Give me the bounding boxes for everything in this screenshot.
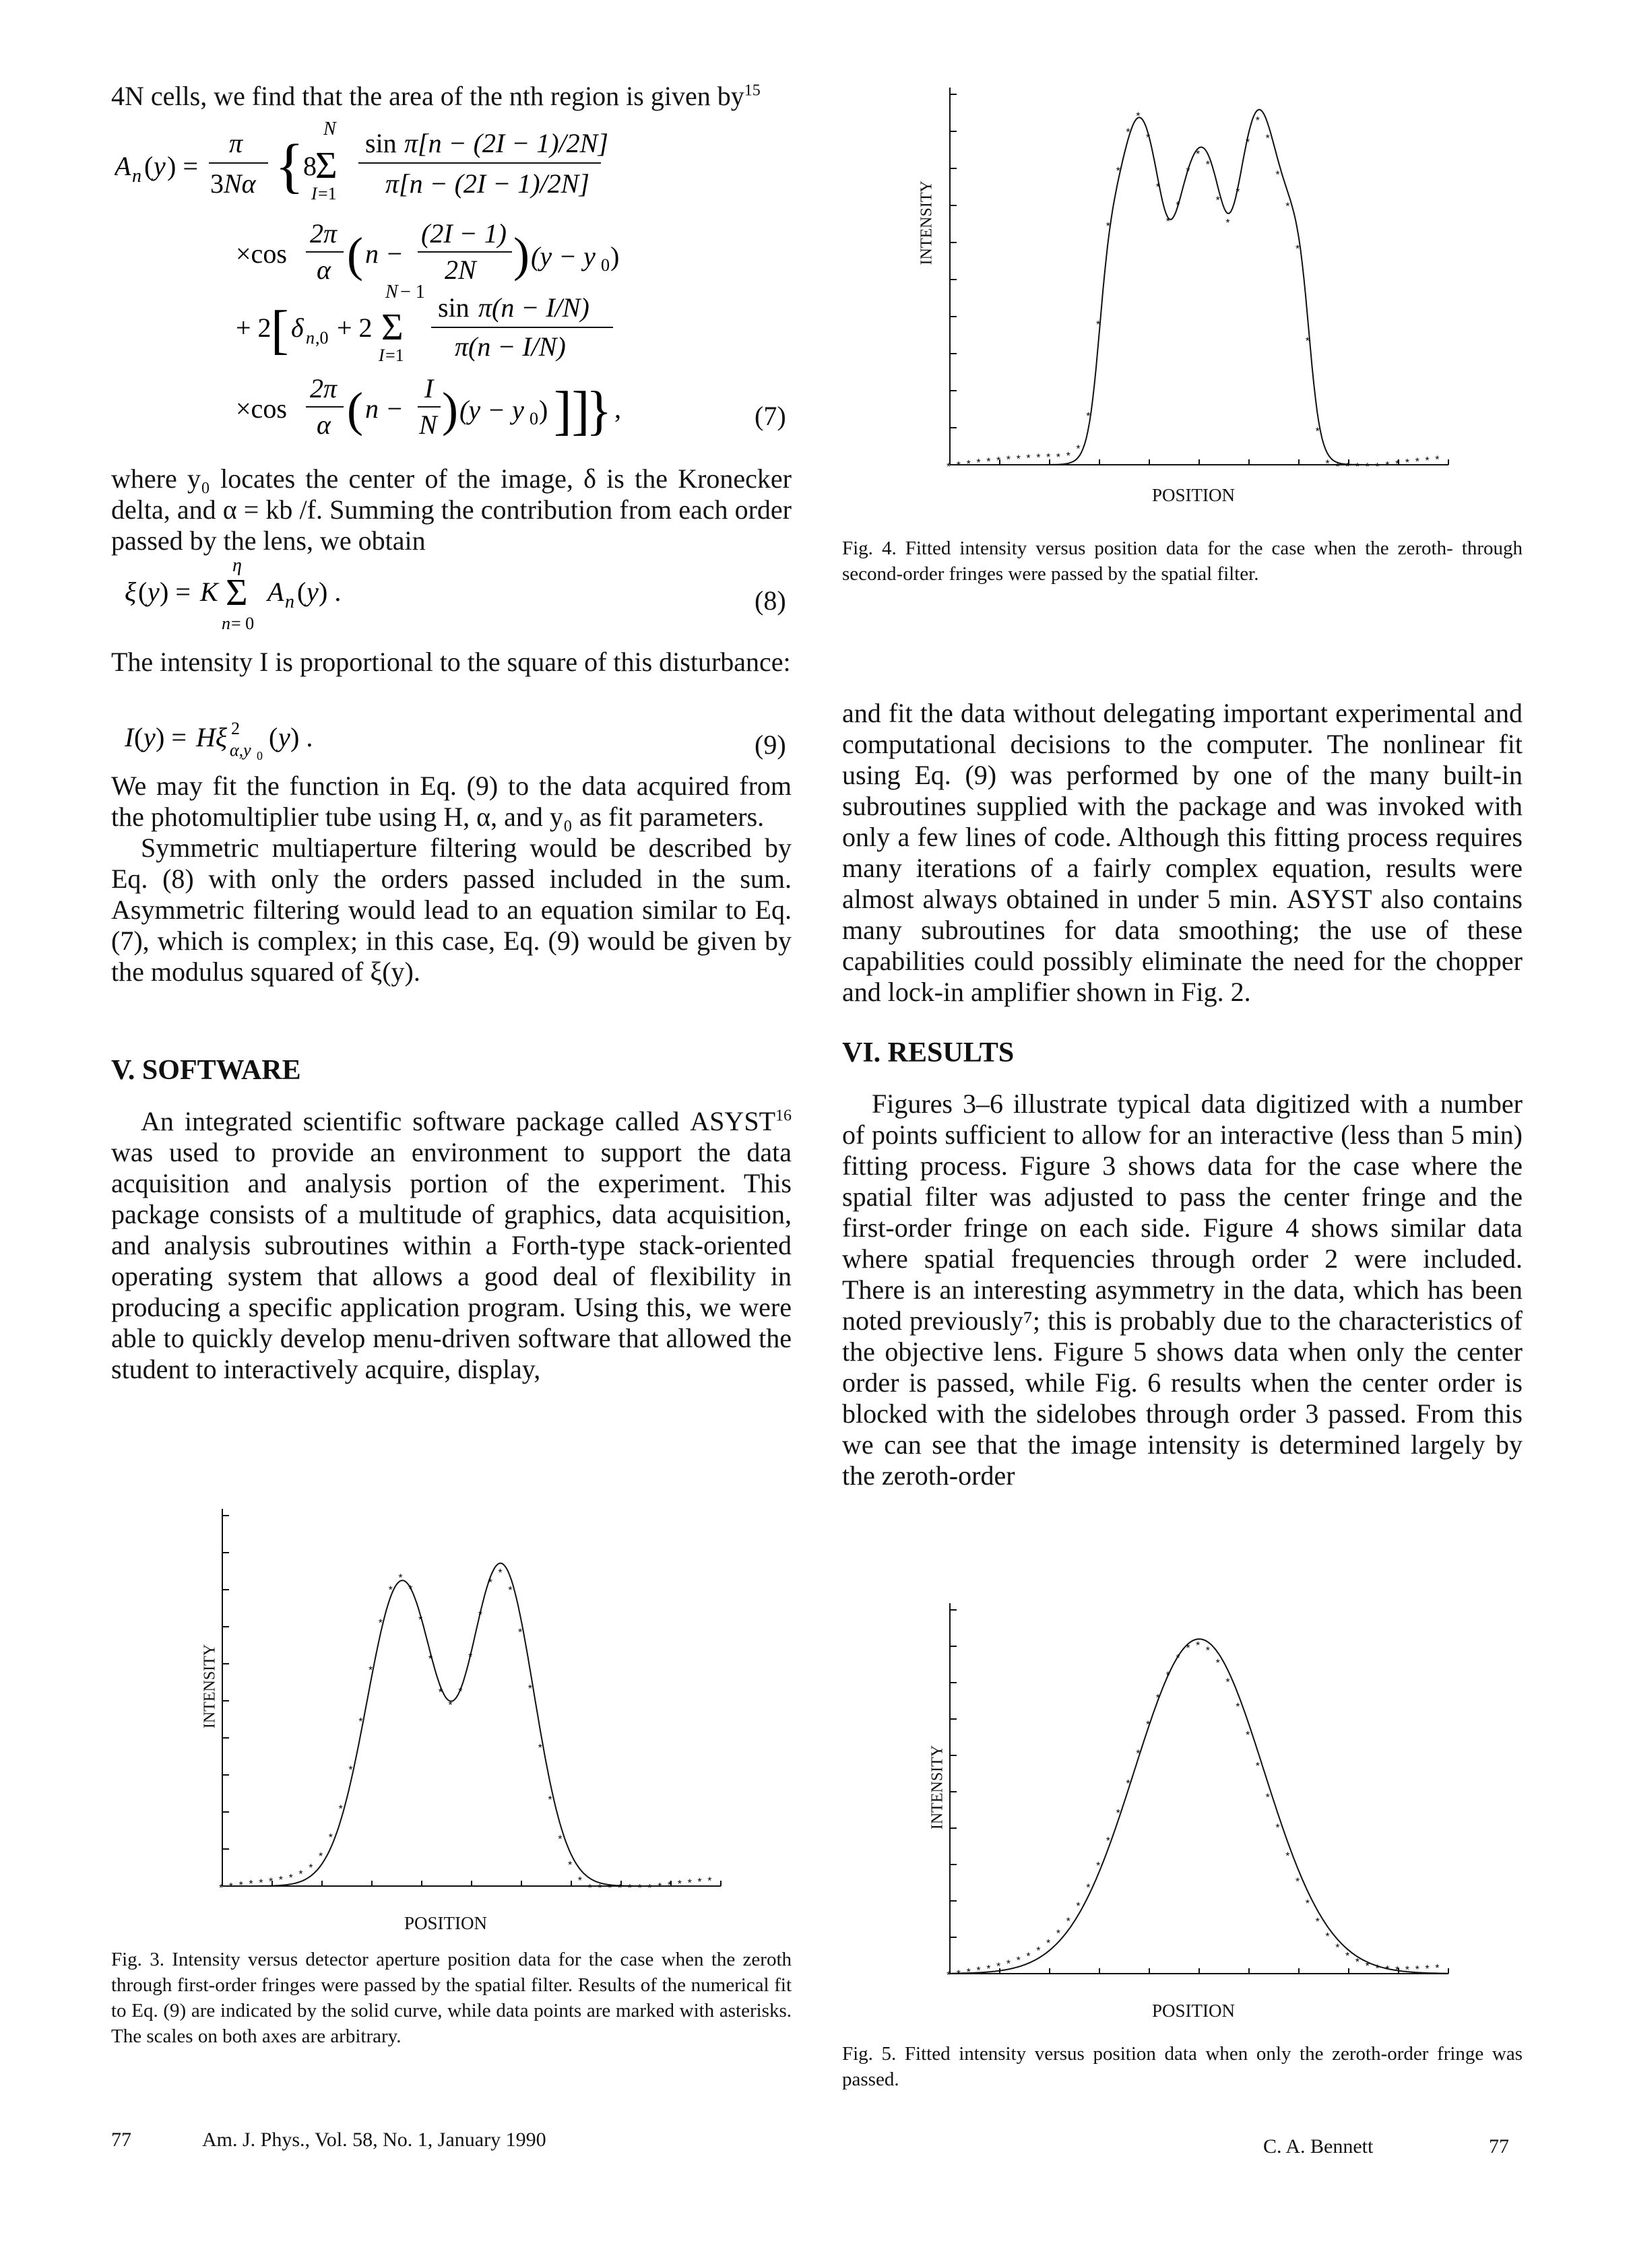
svg-text:I: I — [379, 346, 385, 365]
svg-text:I: I — [125, 722, 134, 752]
data-point: * — [996, 1961, 1001, 1973]
svg-text:y: y — [143, 722, 156, 752]
data-point: * — [1296, 1876, 1300, 1888]
svg-text:×cos: ×cos — [236, 393, 287, 424]
svg-text:π[n − (2I − 1)/2N]: π[n − (2I − 1)/2N] — [385, 168, 589, 199]
data-point: * — [1405, 457, 1410, 469]
data-point: * — [238, 1880, 243, 1892]
svg-text:− 1: − 1 — [400, 282, 425, 302]
data-point: * — [986, 456, 991, 468]
data-point: * — [1016, 453, 1021, 465]
data-point: * — [1365, 461, 1370, 473]
svg-text:Σ: Σ — [226, 572, 248, 614]
data-point: * — [488, 1577, 492, 1589]
svg-text:ξ: ξ — [125, 577, 137, 607]
data-point: * — [1415, 456, 1419, 468]
data-point: * — [956, 459, 961, 472]
data-point: * — [1215, 1657, 1220, 1669]
svg-text:2π: 2π — [310, 218, 338, 249]
data-point: * — [1006, 1958, 1011, 1970]
data-point: * — [1246, 137, 1250, 149]
data-point: * — [1146, 132, 1151, 144]
svg-text:I: I — [311, 184, 317, 203]
data-point: * — [1425, 455, 1430, 467]
data-point: * — [1016, 1955, 1021, 1967]
data-point: * — [1176, 1653, 1180, 1665]
data-point: * — [587, 1883, 592, 1894]
software-section — [111, 1055, 792, 1385]
svg-text:}: } — [586, 381, 612, 441]
svg-text:η: η — [232, 559, 242, 576]
data-point: * — [378, 1617, 383, 1629]
data-point: * — [1275, 169, 1280, 181]
data-point: * — [1165, 216, 1170, 228]
data-point: * — [219, 1882, 224, 1894]
svg-text:π[n − (2I − 1)/2N]: π[n − (2I − 1)/2N] — [404, 128, 608, 158]
svg-text:π(n − I/N): π(n − I/N) — [478, 292, 589, 323]
after-eq7-text: where y₀ locates the center of the image, δ is the Kronecker delta, and α = kb /f. Summing the contribution from each order passed by the lens, we obtain — [111, 463, 792, 556]
figure-3 — [168, 1509, 734, 1933]
data-point: * — [1325, 1931, 1330, 1943]
data-point: * — [1056, 451, 1061, 463]
data-point: * — [647, 1883, 652, 1894]
data-point: * — [1345, 461, 1350, 473]
data-point: * — [1325, 458, 1330, 470]
svg-text:(: ( — [144, 151, 154, 181]
svg-text:2: 2 — [231, 719, 240, 738]
data-point: * — [1036, 1945, 1041, 1957]
fit-curve — [222, 1563, 721, 1886]
fig3-caption: Fig. 3. Intensity versus detector aperture position data for the case when the zeroth through first-order fringes were passed by the spatial filter. Results of the numerical fit to Eq. (9) are indicated by the solid curve, while data points are marked with asterisks. The scales on both axes are arbitrary. — [111, 1949, 792, 2047]
data-point: * — [1285, 201, 1290, 213]
data-point: * — [1305, 335, 1310, 348]
data-point: * — [1236, 1701, 1240, 1713]
data-point: * — [986, 1963, 991, 1975]
svg-text:α,y: α,y — [230, 740, 251, 760]
svg-text:0: 0 — [601, 255, 610, 275]
svg-text:n: n — [285, 591, 294, 612]
results-para: Figures 3–6 illustrate typical data digitized with a number of points sufficient to allow for an interactive (less than 5 min) fitting process. Figure 3 shows data for the case where the spatial filter was adjusted to pass the center fringe and the first-order fringe on each side. Figure 4 shows similar data where spatial frequencies through order 2 were included. There is an interesting asymmetry in the data, which has been noted previously⁷; this is probably due to the characteristics of the objective lens. Figure 5 shows data when only the center order is passed, while Fig. 6 results when the center order is blocked with the sidelobes through order 3 passed. From this we can see that the image intensity is determined largely by the zeroth-order — [842, 1089, 1523, 1491]
svg-text:=1: =1 — [318, 184, 337, 203]
data-point: * — [1186, 1642, 1190, 1654]
data-point: * — [338, 1803, 343, 1815]
data-point: * — [1275, 1822, 1280, 1834]
svg-text:2π: 2π — [310, 373, 338, 403]
data-point: * — [1046, 452, 1051, 464]
svg-text:A: A — [115, 151, 131, 181]
data-point: * — [1375, 1963, 1380, 1975]
data-point: * — [1215, 195, 1220, 207]
svg-text:K: K — [200, 577, 218, 607]
fig4-xlabel: POSITION — [1152, 485, 1236, 505]
author-name: C. A. Bennett — [1263, 2135, 1374, 2158]
svg-text:N: N — [419, 410, 437, 440]
data-point: * — [1265, 1792, 1270, 1804]
data-point: * — [1225, 1677, 1230, 1689]
svg-text:]]: ]] — [554, 381, 590, 441]
svg-text:{: { — [275, 133, 305, 199]
data-point: * — [468, 1651, 473, 1663]
data-point: * — [1296, 243, 1300, 255]
data-point: * — [966, 459, 971, 471]
data-point: * — [687, 1877, 692, 1889]
data-point: * — [1205, 159, 1211, 171]
svg-text:,0: ,0 — [315, 328, 329, 348]
data-point: * — [328, 1832, 333, 1844]
data-point: * — [1136, 110, 1141, 123]
data-point: * — [1345, 1951, 1350, 1963]
svg-text:(: ( — [297, 577, 307, 607]
data-point: * — [369, 1664, 373, 1677]
data-point: * — [707, 1875, 712, 1887]
data-point: * — [976, 457, 981, 469]
svg-text:y: y — [154, 151, 166, 181]
data-point: * — [1375, 461, 1380, 473]
data-point: * — [1315, 1916, 1320, 1929]
data-point: * — [1385, 460, 1390, 472]
data-point: * — [598, 1883, 602, 1894]
data-point: * — [627, 1883, 633, 1894]
data-point: * — [527, 1683, 533, 1695]
data-point: * — [1146, 1719, 1151, 1731]
data-point: * — [538, 1742, 542, 1754]
software-heading: V. SOFTWARE — [111, 1055, 301, 1086]
asyst-name: ASYST — [690, 1106, 775, 1136]
fit-curve — [950, 110, 1448, 468]
data-point: * — [319, 1851, 323, 1863]
svg-text:Nα: Nα — [224, 168, 256, 199]
data-point: * — [1265, 133, 1270, 145]
eq7-number: (7) — [755, 401, 786, 431]
svg-text:Σ: Σ — [381, 306, 404, 348]
svg-text:+ 2: + 2 — [337, 313, 373, 343]
data-point: * — [996, 455, 1001, 467]
data-point: * — [448, 1699, 453, 1712]
data-point: * — [1076, 443, 1081, 455]
svg-text:π(n − I/N): π(n − I/N) — [455, 331, 566, 362]
svg-text:n −: n − — [365, 393, 404, 424]
eq8-number: (8) — [755, 585, 786, 616]
data-point: * — [358, 1716, 363, 1728]
svg-text:): ) — [442, 383, 458, 436]
svg-text:) =: ) = — [167, 151, 198, 181]
data-point: * — [1155, 1692, 1161, 1704]
page-number-left: 77 — [111, 2129, 131, 2151]
data-point: * — [548, 1794, 552, 1806]
svg-text:): ) — [539, 395, 548, 425]
data-point: * — [398, 1572, 403, 1584]
after-eq8-text: The intensity I is proportional to the square of this disturbance: — [111, 647, 791, 677]
data-point: * — [1176, 199, 1180, 212]
data-point: * — [1355, 461, 1360, 473]
svg-text:,: , — [614, 393, 621, 424]
left-intro — [111, 81, 792, 112]
data-point: * — [1335, 461, 1340, 473]
fit-curve — [950, 1639, 1448, 1974]
data-point: * — [249, 1879, 253, 1891]
svg-text:= 0: = 0 — [231, 614, 255, 633]
data-point: * — [278, 1875, 284, 1887]
data-point: * — [1285, 1850, 1290, 1862]
svg-text:2N: 2N — [445, 255, 476, 285]
svg-text:+ 2: + 2 — [236, 313, 271, 343]
after-eq9-text: We may fit the function in Eq. (9) to the data acquired from the photomultiplier tube using H, α, and y₀ as fit parameters. — [111, 771, 792, 832]
svg-text:π: π — [229, 128, 243, 158]
data-point: * — [1106, 1835, 1111, 1847]
data-point: * — [348, 1764, 353, 1776]
data-point: * — [1395, 1964, 1400, 1976]
data-point: * — [508, 1585, 513, 1597]
data-point: * — [458, 1686, 463, 1698]
data-point: * — [498, 1567, 503, 1579]
data-point: * — [518, 1627, 523, 1639]
data-point: * — [1086, 1882, 1091, 1894]
svg-text:α: α — [317, 255, 331, 285]
data-point: * — [1385, 1964, 1390, 1976]
data-point: * — [1096, 1860, 1101, 1872]
svg-text:n: n — [222, 614, 230, 633]
data-point: * — [577, 1875, 583, 1887]
data-point: * — [1405, 1964, 1410, 1976]
svg-text:): ) — [610, 241, 620, 271]
svg-text:0: 0 — [257, 749, 263, 761]
data-point: * — [1435, 454, 1440, 466]
data-point: * — [1066, 1916, 1070, 1928]
svg-text:n −: n − — [365, 238, 404, 269]
data-point: * — [1026, 453, 1031, 465]
data-point: * — [298, 1869, 303, 1881]
data-point: * — [558, 1834, 563, 1846]
symmetric-para: Symmetric multiaperture filtering would be described by Eq. (8) with only the orders passed included in the sum. Asymmetric filtering would lead to an equation similar to Eq. (7), which is complex; in this case, Eq. (9) would be given by the modulus squared of ξ(y). — [111, 833, 792, 987]
data-point: * — [658, 1881, 662, 1893]
svg-text:=1: =1 — [385, 346, 404, 365]
left-body — [111, 771, 792, 987]
data-point: * — [1086, 410, 1091, 422]
svg-text:8: 8 — [303, 151, 317, 181]
data-point: * — [1006, 454, 1011, 466]
svg-text:) .: ) . — [290, 722, 313, 752]
data-point: * — [428, 1654, 433, 1666]
figure-5 — [896, 1603, 1462, 2021]
fig5-caption: Fig. 5. Fitted intensity versus position data when only the zeroth-order fringe was passed. — [842, 2043, 1523, 2090]
svg-text:): ) — [513, 228, 530, 282]
journal-citation: Am. J. Phys., Vol. 58, No. 1, January 1990 — [202, 2129, 546, 2151]
data-point: * — [1126, 1778, 1130, 1790]
data-point: * — [637, 1883, 642, 1894]
data-point: * — [1165, 1670, 1170, 1682]
svg-text:) =: ) = — [160, 577, 191, 607]
after-eq8 — [111, 647, 792, 678]
svg-text:0: 0 — [530, 409, 538, 428]
svg-text:(: ( — [269, 722, 278, 752]
data-point: * — [1395, 459, 1400, 471]
data-point: * — [1116, 1807, 1120, 1819]
data-point: * — [1355, 1956, 1360, 1968]
data-point: * — [1136, 1748, 1141, 1760]
svg-text:Hξ: Hξ — [196, 722, 228, 752]
svg-text:y: y — [278, 722, 290, 752]
data-point: * — [1205, 1645, 1211, 1657]
data-point: * — [618, 1883, 622, 1894]
data-point: * — [677, 1879, 682, 1891]
data-point: * — [1305, 1898, 1310, 1910]
fig3-ylabel: INTENSITY — [201, 1644, 219, 1729]
figure-4 — [896, 88, 1462, 519]
svg-text:(: ( — [138, 577, 148, 607]
svg-text:) .: ) . — [319, 577, 342, 607]
data-point: * — [309, 1862, 313, 1875]
data-point: * — [1335, 1942, 1340, 1954]
data-point: * — [697, 1876, 702, 1888]
data-point: * — [1196, 1640, 1201, 1652]
data-point: * — [1066, 450, 1070, 462]
svg-text:α: α — [317, 410, 331, 440]
data-point: * — [1186, 166, 1190, 178]
data-point: * — [1096, 319, 1101, 331]
data-point: * — [1435, 1963, 1440, 1975]
svg-text:(y − y: (y − y — [459, 395, 524, 425]
data-point: * — [1155, 182, 1161, 194]
svg-text:I: I — [424, 373, 434, 403]
data-point: * — [1425, 1964, 1430, 1976]
data-point: * — [388, 1584, 393, 1596]
data-point: * — [418, 1614, 423, 1626]
data-point: * — [1116, 166, 1120, 178]
data-point: * — [1026, 1951, 1031, 1963]
data-point: * — [228, 1881, 234, 1893]
page-number-right: 77 — [1489, 2135, 1509, 2158]
data-point: * — [947, 461, 951, 473]
svg-text:sin: sin — [438, 292, 470, 323]
data-point: * — [608, 1883, 612, 1894]
data-point: * — [438, 1687, 443, 1699]
data-point: * — [259, 1877, 263, 1889]
results-section — [842, 1037, 1523, 1491]
data-point: * — [947, 1970, 951, 1980]
svg-text:δ: δ — [291, 313, 304, 343]
software-para: An integrated scientific software package called ASYST$^{16}$ was used to provide an environment to support the data acquisition and analysis portion of the experiment. This package consists of a multitude of graphics, data acquisition, and analysis subroutines within a Forth-type stack-oriented operating system that allows a good deal of flexibility in producing a specific application program. Using this, we were able to quickly develop menu-driven software that allowed the student to interactively acquire, display, — [111, 1106, 792, 1384]
data-point: * — [668, 1880, 672, 1892]
svg-text:(y − y: (y − y — [531, 241, 596, 271]
data-point: * — [966, 1967, 971, 1979]
fig4-caption: Fig. 4. Fitted intensity versus position data for the case when the zeroth- through second-order fringes were passed by the spatial filter. — [842, 538, 1523, 585]
data-point: * — [1236, 186, 1240, 198]
right-para1 — [842, 698, 1523, 1008]
svg-text:N: N — [323, 121, 336, 139]
data-point: * — [568, 1860, 573, 1872]
data-point: * — [478, 1609, 483, 1621]
data-point: * — [408, 1584, 413, 1596]
data-point: * — [1315, 426, 1320, 438]
ref-15: 15 — [744, 82, 761, 100]
data-point: * — [1196, 148, 1201, 160]
fig4-ylabel: INTENSITY — [918, 181, 936, 265]
svg-text:(: ( — [347, 228, 363, 282]
data-point: * — [976, 1965, 981, 1977]
data-point: * — [1255, 1760, 1260, 1772]
data-point: * — [288, 1873, 293, 1885]
fig5-ylabel: INTENSITY — [928, 1745, 947, 1830]
svg-text:(: ( — [347, 383, 363, 436]
data-point: * — [269, 1876, 274, 1888]
svg-text:y: y — [148, 577, 160, 607]
svg-text:N: N — [385, 282, 398, 302]
right-para1-text: and fit the data without delegating important experimental and computational decisions to the computer. The nonlinear fit using Eq. (9) was performed by one of the many built-in subroutines supplied with the package and was invoked with only a few lines of code. Although this fitting process requires many iterations of a fairly complex equation, results were almost always obtained in under 5 min. ASYST also contains many subroutines for data smoothing; the use of these capabilities could possibly eliminate the need for the chopper and lock-in amplifier shown in Fig. 2. — [842, 698, 1523, 1007]
svg-text:sin: sin — [365, 128, 397, 158]
svg-text:n: n — [306, 328, 315, 348]
after-eq7 — [111, 463, 792, 556]
data-point: * — [1056, 1928, 1061, 1940]
svg-text:) =: ) = — [156, 722, 187, 752]
fig5-xlabel: POSITION — [1152, 2001, 1236, 2021]
data-point: * — [1415, 1964, 1419, 1976]
results-heading: VI. RESULTS — [842, 1037, 1015, 1068]
svg-text:[: [ — [271, 300, 289, 360]
data-point: * — [1046, 1937, 1051, 1949]
svg-text:A: A — [267, 577, 284, 607]
svg-text:n: n — [132, 166, 141, 187]
svg-text:(: ( — [134, 722, 143, 752]
fig3-xlabel: POSITION — [404, 1913, 488, 1933]
svg-text:×cos: ×cos — [236, 238, 287, 269]
data-point: * — [1225, 217, 1230, 229]
data-point: * — [1076, 1900, 1081, 1912]
data-point: * — [1365, 1960, 1370, 1972]
svg-text:Σ: Σ — [315, 145, 338, 187]
data-point: * — [1126, 127, 1130, 139]
svg-text:y: y — [307, 577, 319, 607]
data-point: * — [1255, 115, 1260, 127]
eq9-number: (9) — [755, 730, 786, 760]
data-point: * — [956, 1968, 961, 1980]
data-point: * — [1106, 221, 1111, 233]
data-point: * — [1036, 452, 1041, 464]
data-point: * — [1246, 1730, 1250, 1742]
intro-text: 4N cells, we find that the area of the nth region is given by — [111, 81, 744, 111]
svg-text:(2I − 1): (2I − 1) — [421, 218, 507, 249]
svg-text:3: 3 — [210, 168, 224, 199]
